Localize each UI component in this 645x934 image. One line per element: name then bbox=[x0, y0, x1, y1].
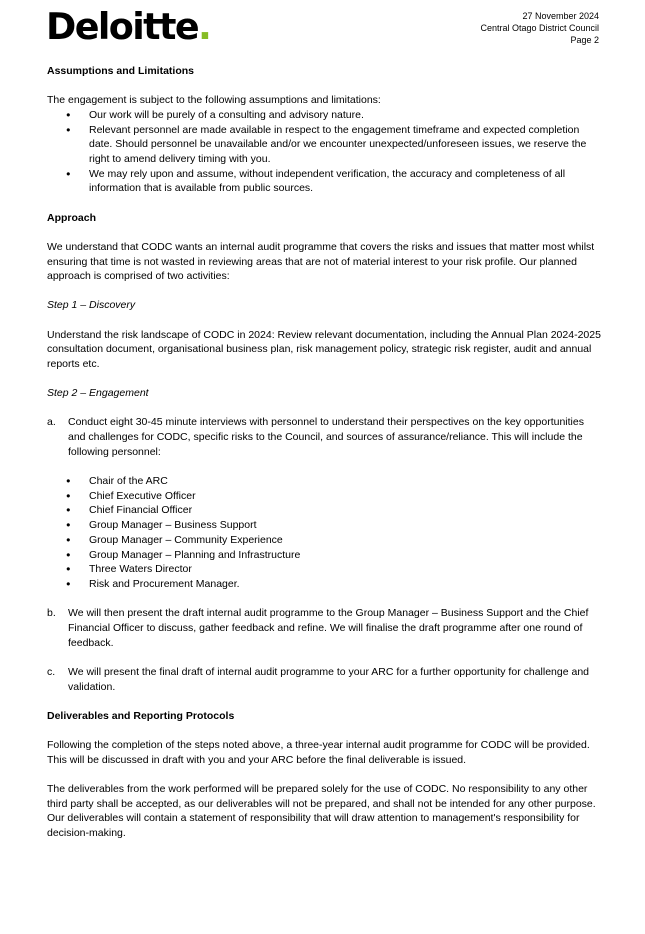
list-item: ● Group Manager – Business Support bbox=[47, 518, 603, 533]
list-item: ● Group Manager – Community Experience bbox=[47, 533, 603, 548]
list-item: ● Our work will be purely of a consulting and advisory nature. bbox=[47, 108, 603, 123]
step2-item-a bbox=[47, 415, 603, 459]
approach-intro: We understand that CODC wants an internal audit programme that covers the risks and issues that matter most whilst ensuring that time is not wasted in reviewing areas that are not of material interest to your risk profile. Our planned approach is comprised of two activities: bbox=[47, 240, 595, 283]
deliverables-heading: Deliverables and Reporting Protocols bbox=[47, 709, 235, 722]
item-text: We will present the final draft of internal audit programme to your ARC for a further opportunity for challenge and validation. bbox=[68, 665, 589, 693]
step1-title: Step 1 – Discovery bbox=[47, 299, 136, 312]
logo-text: Deloitte bbox=[46, 5, 199, 48]
deloitte-logo bbox=[46, 6, 210, 48]
deliverables-paragraph-1: Following the completion of the steps noted above, a three-year internal audit programme for CODC will be provided. This will be discussed in draft with you and your ARC before the final deliverable is issued. bbox=[47, 738, 590, 766]
assumptions-heading: Assumptions and Limitations bbox=[47, 65, 195, 77]
page-header-meta bbox=[480, 10, 599, 46]
step2-title: Step 2 – Engagement bbox=[47, 387, 149, 400]
list-item: ● Chief Financial Officer bbox=[47, 503, 603, 518]
step2-item-b bbox=[47, 606, 603, 650]
header-client: Central Otago District Council bbox=[480, 23, 599, 33]
list-item: ● We may rely upon and assume, without independent verification, the accuracy and completeness of all information that is available from public sources. bbox=[47, 167, 603, 196]
header-page-number: Page 2 bbox=[570, 35, 599, 45]
list-item: ● Group Manager – Planning and Infrastructure bbox=[47, 548, 603, 563]
logo-dot: . bbox=[198, 5, 211, 48]
assumptions-intro: The engagement is subject to the following assumptions and limitations: bbox=[47, 94, 381, 107]
step1-text: Understand the risk landscape of CODC in 2024: Review relevant documentation, including the Annual Plan 2024-2025 consultation document, organisational business plan, risk management policy, strategic risk register, audit and annual reports etc. bbox=[47, 328, 601, 371]
list-item: ● Relevant personnel are made available in respect to the engagement timeframe and expected completion date. Should personnel be unavailable and/or we encounter unexpected/unforeseen issues, we reserve the right to amend delivery timing with you. bbox=[47, 123, 603, 167]
item-marker: b. bbox=[47, 607, 56, 620]
list-item: ● Chair of the ARC bbox=[47, 474, 603, 489]
header-date: 27 November 2024 bbox=[522, 11, 599, 21]
item-text: Conduct eight 30-45 minute interviews with personnel to understand their perspectives on the key opportunities and challenges for CODC, specific risks to the Council, and sources of assurance/reliance. This will include the following personnel: bbox=[68, 416, 584, 458]
list-item: ● Three Waters Director bbox=[47, 562, 603, 577]
list-item: ● Risk and Procurement Manager. bbox=[47, 577, 603, 592]
document-body bbox=[47, 64, 603, 841]
item-marker: a. bbox=[47, 416, 56, 429]
personnel-list bbox=[47, 474, 603, 592]
step2-item-c bbox=[47, 665, 603, 694]
list-item: ● Chief Executive Officer bbox=[47, 489, 603, 504]
item-text: We will then present the draft internal audit programme to the Group Manager – Business Support and the Chief Financial Officer to discuss, gather feedback and refine. We will finalise the draft programme after one round of feedback. bbox=[68, 607, 589, 649]
assumptions-list bbox=[47, 108, 603, 196]
deliverables-paragraph-2: The deliverables from the work performed will be prepared solely for the use of CODC. No responsibility to any other third party shall be accepted, as our deliverables will not be prepared, and shall not be intended for any other purpose. Our deliverables will contain a statement of responsibility that will draw attention to management's responsibility for decision-making. bbox=[47, 782, 596, 839]
item-marker: c. bbox=[47, 665, 56, 678]
approach-heading: Approach bbox=[47, 211, 97, 224]
